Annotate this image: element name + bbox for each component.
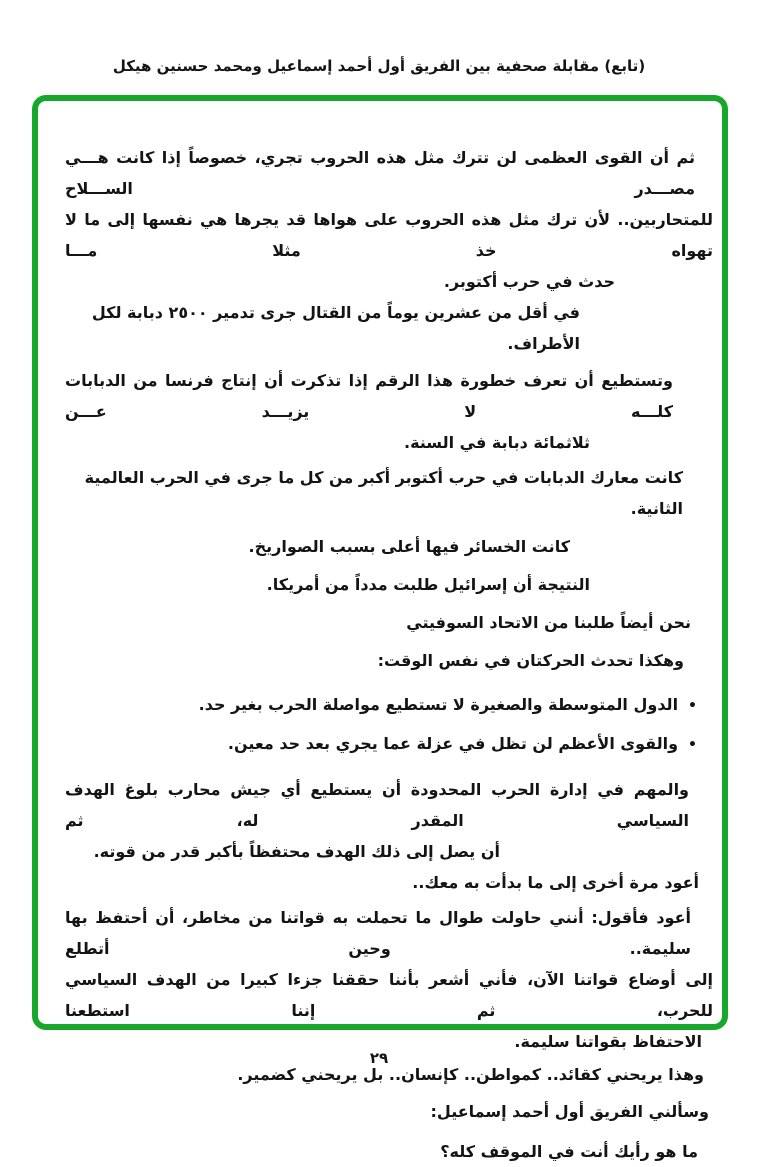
paragraph [65, 462, 713, 524]
paragraph-line: نحن أيضاً طلبنا من الاتحاد السوفيتي [406, 613, 691, 632]
paragraph-line: كانت معارك الدبابات في حرب أكتوبر أكبر من كل ما جرى في الحرب العالمية الثانية. [84, 468, 683, 518]
bullet-icon: • [688, 737, 697, 753]
paragraph-line: وتستطيع أن تعرف خطورة هذا الرقم إذا تذكرت أن إنتاج فرنسا من الدبابات كلـــه لا يزيـــد عـــن [65, 371, 673, 421]
paragraph-line: حدث في حرب أكتوبر. [443, 272, 615, 291]
paragraph [65, 531, 713, 562]
paragraph [65, 569, 713, 600]
paragraph-line: والمهم في إدارة الحرب المحدودة أن يستطيع أي جيش محارب بلوغ الهدف السياسي المقدر له، ثم [65, 780, 689, 830]
paragraph-line: ما هو رأيك أنت في الموقف كله؟ [440, 1142, 698, 1161]
bullet-icon: • [688, 698, 697, 714]
paragraph [65, 902, 713, 1057]
paragraph-line: كانت الخسائر فيها أعلى بسبب الصواريخ. [248, 537, 570, 556]
paragraph-line: أعود فأقول: أنني حاولت طوال ما تحملت به قواتنا من مخاطر، أن أحتفظ بها سليمة.. وحين أتطلع [65, 908, 691, 958]
paragraph [65, 607, 713, 638]
paragraph-line: ثم أن القوى العظمى لن تترك مثل هذه الحروب تجري، خصوصاً إذا كانت هـــي مصـــدر الســـلاح [65, 148, 695, 198]
paragraph-line: إلى أوضاع قواتنا الآن، فأني أشعر بأننا حققنا جزءا كبيرا من الهدف السياسي للحرب، ثم إننا استطعنا [65, 970, 713, 1020]
paragraph-line: أن يصل إلى ذلك الهدف محتفظاً بأكبر قدر من قوته. [93, 842, 500, 861]
page-title: (تابع) مقابلة صحفية بين الفريق أول أحمد إسماعيل ومحمد حسنين هيكل [112, 57, 646, 75]
paragraph-line: ثلاثمائة دبابة في السنة. [403, 433, 590, 452]
paragraph [65, 1096, 713, 1127]
paragraph [65, 297, 713, 359]
paragraph-line: الاحتفاظ بقواتنا سليمة. [514, 1032, 702, 1051]
list-item [65, 689, 713, 722]
list-item [65, 728, 713, 761]
page-number: ٢٩ [369, 1049, 389, 1067]
paragraph [65, 142, 713, 297]
paragraph [65, 645, 713, 676]
list-item-text: الدول المتوسطة والصغيرة لا تستطيع مواصلة الحرب بغير حد. [198, 695, 679, 714]
list-item-text: والقوى الأعظم لن تظل في عزلة عما يجري بعد حد معين. [227, 734, 679, 753]
paragraph-line: أعود مرة أخرى إلى ما بدأت به معك.. [412, 873, 699, 892]
paragraph-line: وسألني الفريق أول أحمد إسماعيل: [430, 1102, 709, 1121]
paragraph [65, 774, 713, 867]
paragraph-line: النتيجة أن إسرائيل طلبت مدداً من أمريكا. [266, 575, 590, 594]
paragraph-line: وهذا يريحني كقائد.. كمواطن.. كإنسان.. بل يريحني كضمير. [237, 1065, 704, 1084]
paragraph [65, 867, 713, 898]
paragraph-line: في أقل من عشرين يوماً من القتال جرى تدمير ٢٥٠٠ دبابة لكل الأطراف. [91, 303, 580, 353]
paragraph-line: للمتحاربين.. لأن ترك مثل هذه الحروب على هواها قد يجرها هي نفسها إلى ما لا تهواه خذ مثلا مـــا [65, 210, 713, 260]
paragraph-line: وهكذا تحدث الحركتان في نفس الوقت: [377, 651, 684, 670]
paragraph [65, 365, 713, 458]
paragraph [65, 1136, 713, 1167]
